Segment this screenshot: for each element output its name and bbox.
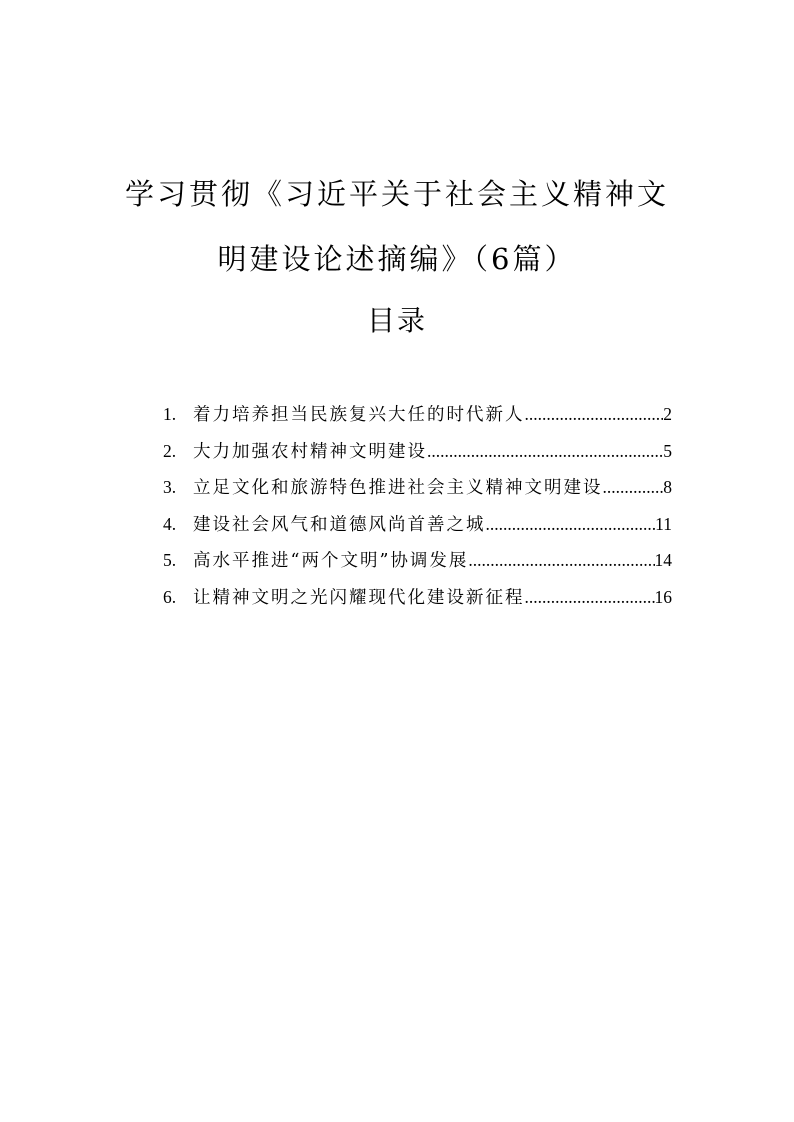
toc-entry-number: 1. <box>163 404 177 424</box>
toc-dot-leader <box>603 479 664 497</box>
toc-heading: 目录 <box>366 304 427 337</box>
toc-entry-title: 高水平推进“两个文明”协调发展 <box>193 551 469 571</box>
toc-entry-number: 6. <box>163 586 177 607</box>
toc-entry-page: 14 <box>654 550 672 570</box>
toc-entry-page: 2 <box>663 404 672 424</box>
table-of-contents <box>163 406 672 625</box>
toc-dot-leader <box>427 443 663 461</box>
toc-entry-page: 16 <box>654 586 672 607</box>
toc-entry-page: 5 <box>663 440 672 461</box>
toc-entry[interactable] <box>163 440 672 480</box>
toc-entry[interactable] <box>163 513 672 553</box>
toc-entry-number: 2. <box>163 440 177 461</box>
toc-entry-number: 5. <box>163 550 177 570</box>
toc-entry[interactable] <box>163 406 672 443</box>
toc-entry[interactable] <box>163 586 672 626</box>
toc-dot-leader <box>486 516 656 534</box>
toc-dot-leader <box>468 552 654 570</box>
document-title-line-1: 学习贯彻《习近平关于社会主义精神文 <box>124 177 669 211</box>
toc-entry-title: 建设社会风气和道德风尚首善之城 <box>193 514 486 535</box>
toc-entry-page: 8 <box>663 477 672 497</box>
toc-dot-leader <box>525 406 664 424</box>
toc-entry[interactable] <box>163 552 672 589</box>
toc-entry[interactable] <box>163 479 672 516</box>
toc-entry-title: 大力加强农村精神文明建设 <box>193 441 427 462</box>
toc-entry-title: 立足文化和旅游特色推进社会主义精神文明建设 <box>193 478 603 498</box>
toc-entry-page: 11 <box>655 513 672 534</box>
toc-entry-number: 4. <box>163 513 177 534</box>
toc-entry-number: 3. <box>163 477 177 497</box>
toc-entry-title: 让精神文明之光闪耀现代化建设新征程 <box>193 587 525 608</box>
toc-dot-leader <box>525 589 655 607</box>
document-title-line-2: 明建设论述摘编》（6篇） <box>217 242 577 276</box>
toc-entry-title: 着力培养担当民族复兴大任的时代新人 <box>193 405 525 425</box>
